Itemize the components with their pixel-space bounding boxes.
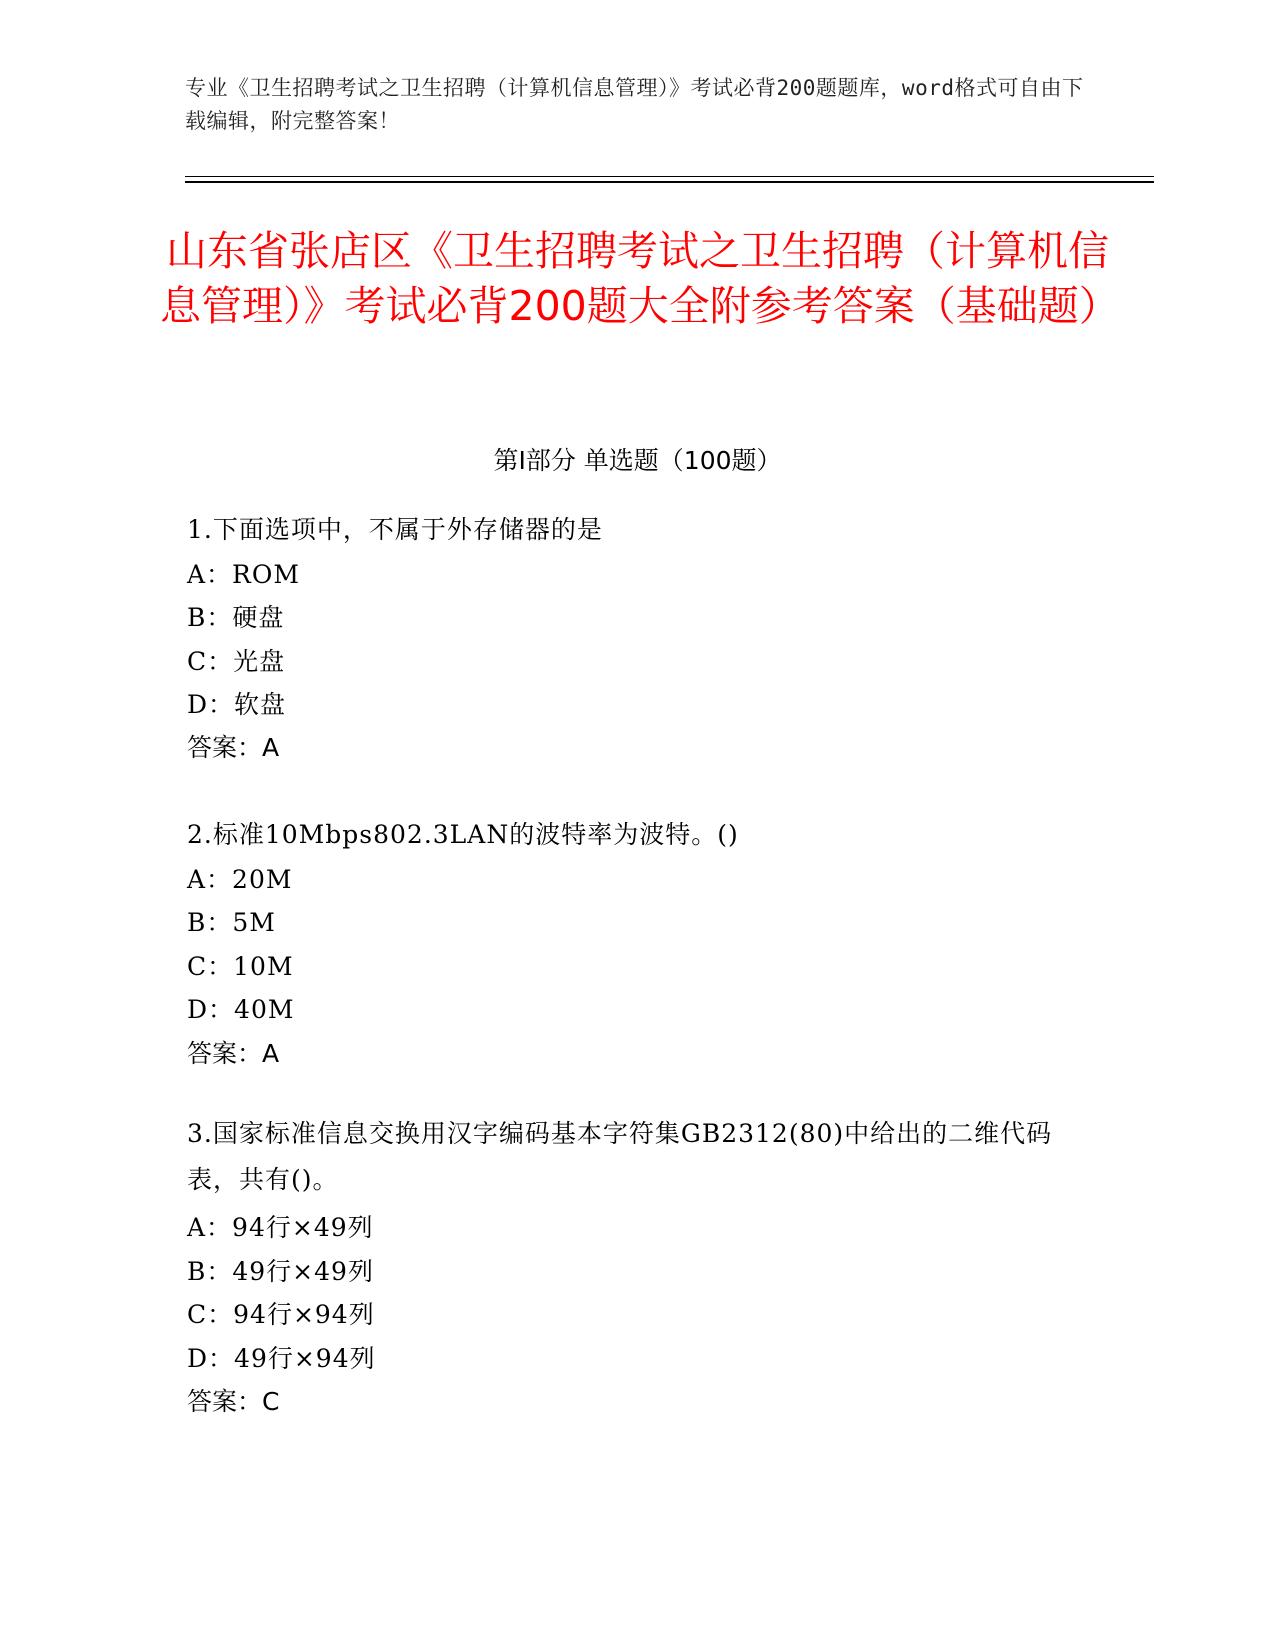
question-2-option-b: B：5M (187, 908, 276, 937)
question-3-text: 3.国家标准信息交换用汉字编码基本字符集GB2312(80)中给出的二维代码表，共有()。 (187, 1119, 1053, 1194)
header-divider-thin (185, 176, 1154, 177)
section-title: 第I部分 单选题（100题） (493, 446, 782, 475)
question-3-option-c: C：94行×94列 (187, 1300, 375, 1329)
question-3-option-a: A：94行×49列 (187, 1213, 374, 1242)
question-1-option-c: C：光盘 (187, 647, 286, 676)
question-3-option-d: D：49行×94列 (187, 1344, 376, 1373)
header-note: 专业《卫生招聘考试之卫生招聘（计算机信息管理）》考试必背200题题库，word格式可自由下载编辑，附完整答案！ (185, 76, 1084, 133)
question-1-answer: 答案：A (187, 733, 280, 762)
document-title: 山东省张店区《卫生招聘考试之卫生招聘（计算机信息管理）》考试必背200题大全附参考答案（基础题） (160, 227, 1120, 330)
header-divider-thick (185, 181, 1154, 183)
question-3-answer: 答案：C (187, 1387, 280, 1416)
question-1-text: 1.下面选项中，不属于外存储器的是 (187, 515, 603, 544)
question-3-option-b: B：49行×49列 (187, 1257, 374, 1286)
question-2-option-d: D：40M (187, 995, 295, 1024)
question-2-option-c: C：10M (187, 952, 294, 981)
question-1-option-b: B：硬盘 (187, 603, 285, 632)
question-2-option-a: A：20M (187, 865, 293, 894)
question-2-answer: 答案：A (187, 1039, 280, 1068)
question-2-text: 2.标准10Mbps802.3LAN的波特率为波特。() (187, 820, 739, 849)
question-1-option-d: D：软盘 (187, 690, 287, 719)
question-1-option-a: A：ROM (187, 560, 300, 589)
